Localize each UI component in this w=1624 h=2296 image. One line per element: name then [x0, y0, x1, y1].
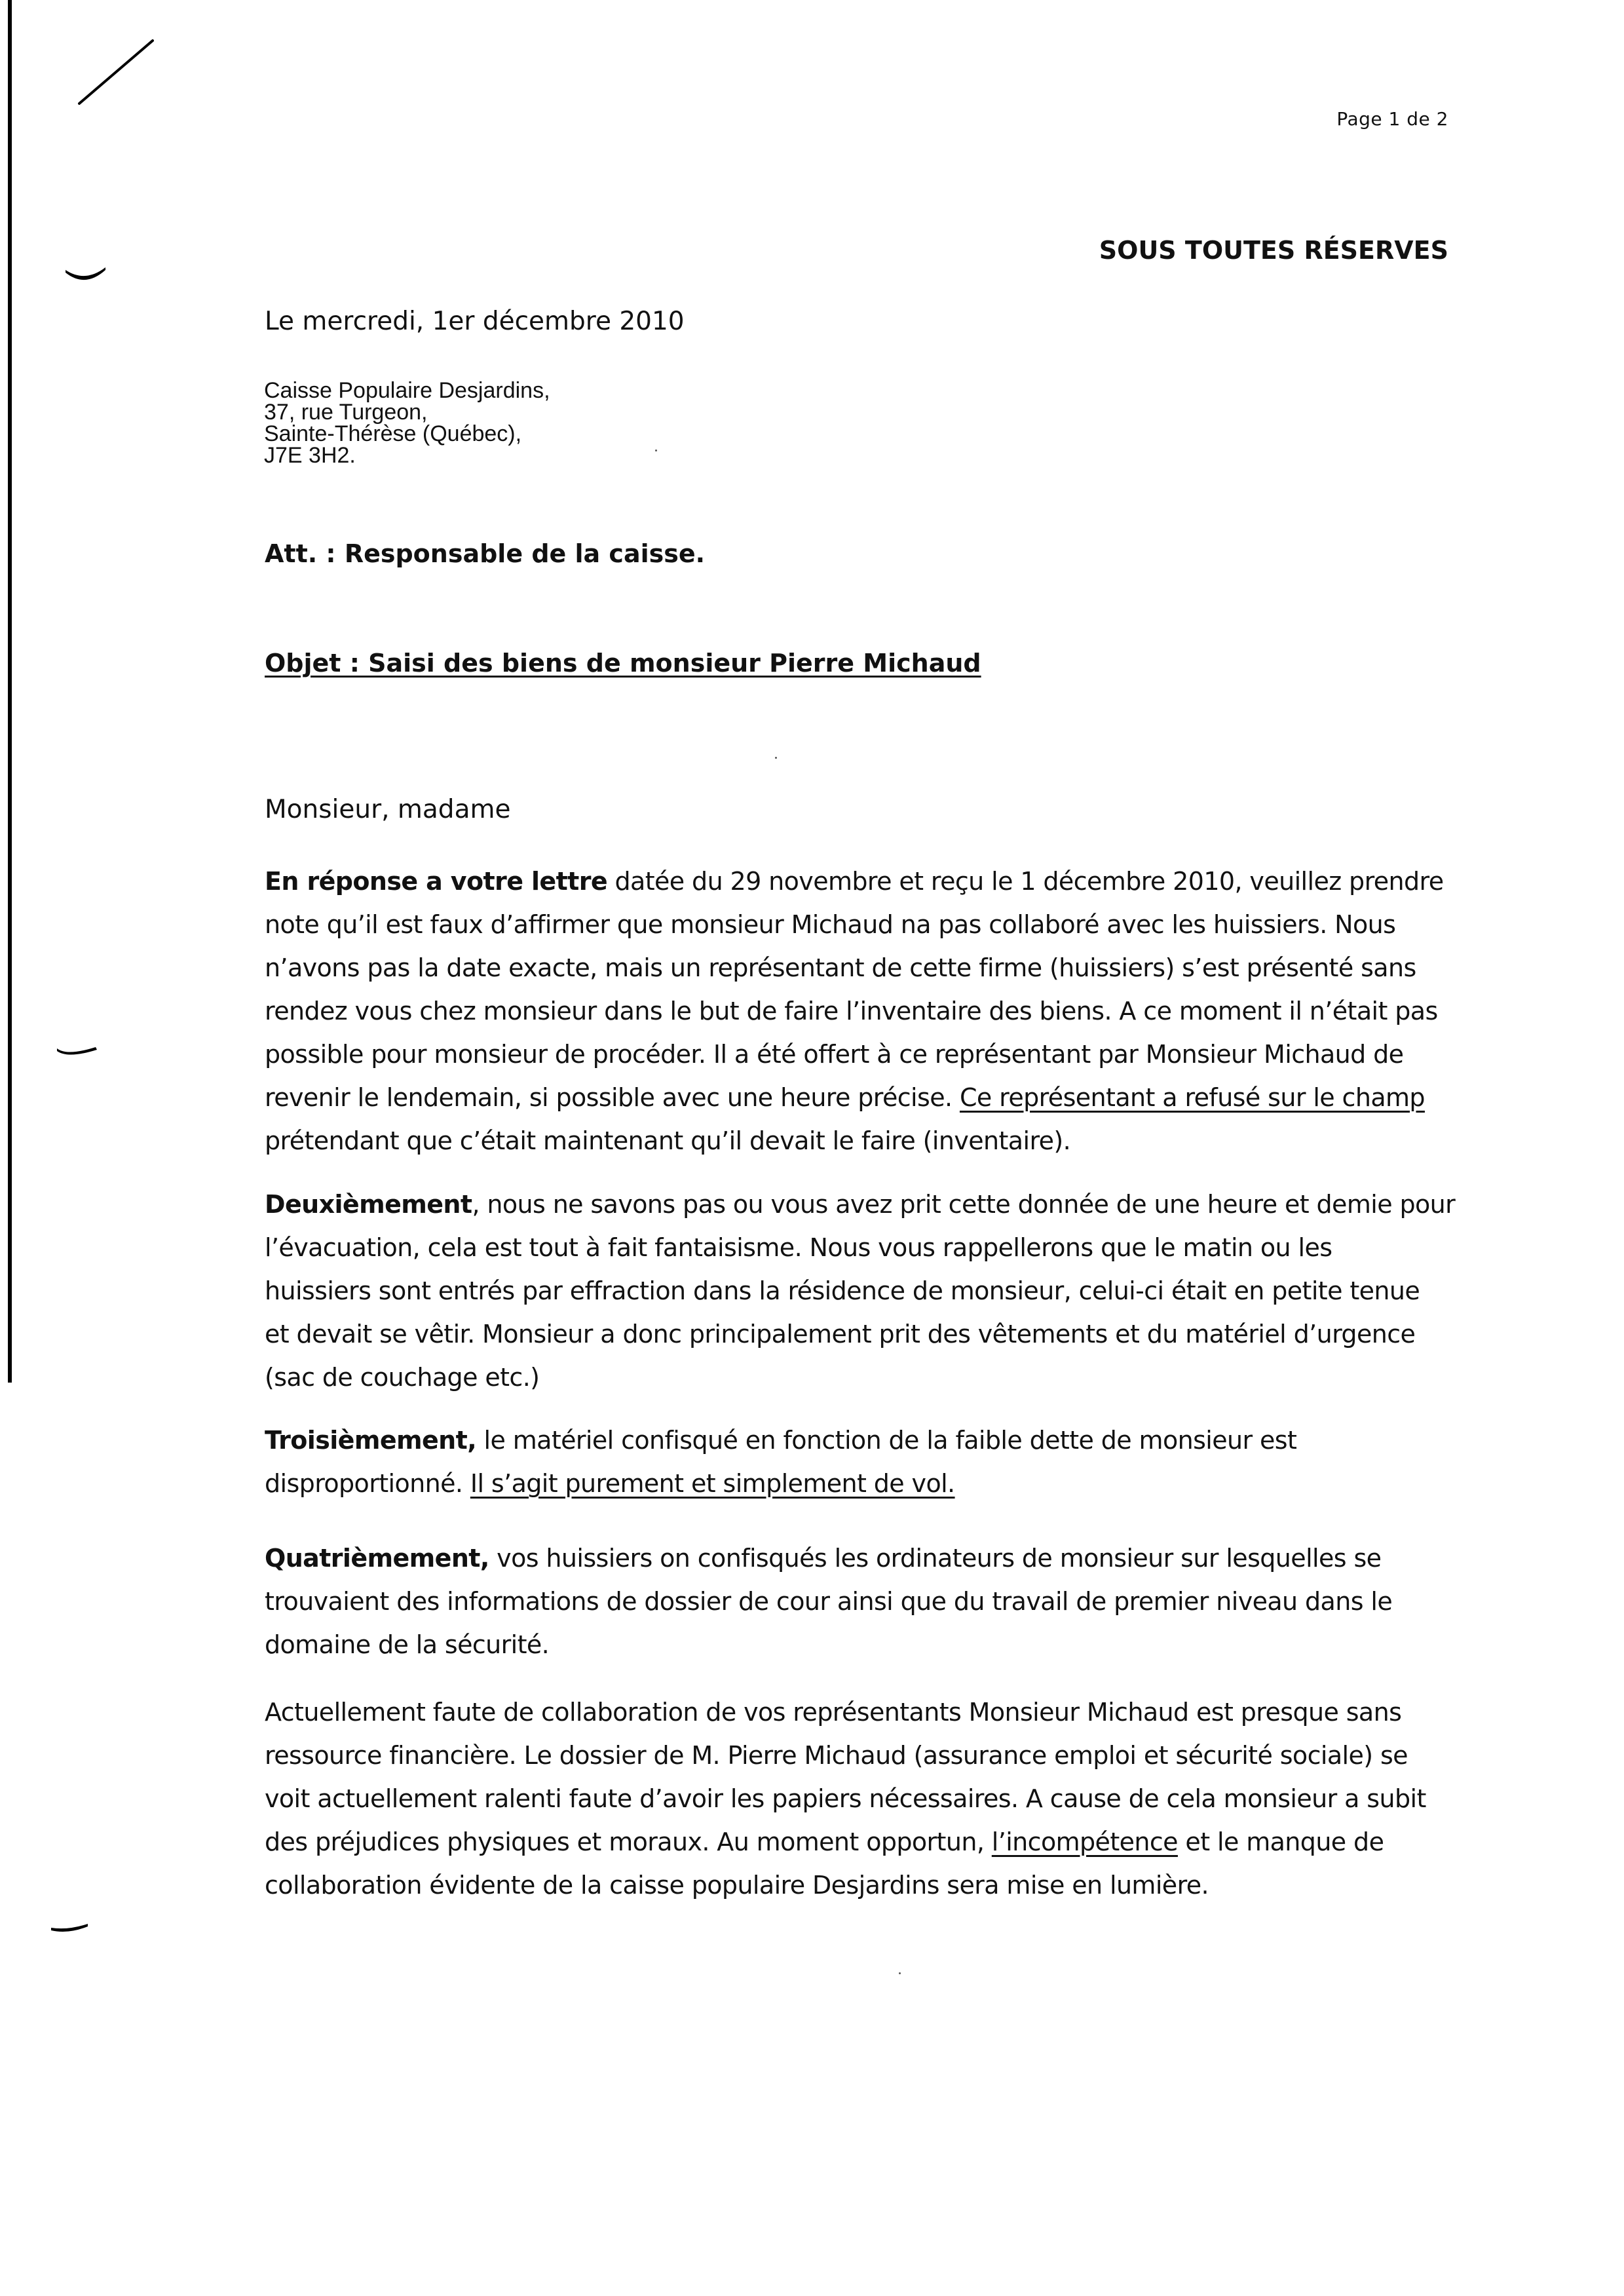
text-line: ressource financière. Le dossier de M. Pierre Michaud (assurance emploi et sécurité sociale) se: [265, 1741, 1408, 1770]
page-indicator: Page 1 de 2: [1336, 108, 1448, 130]
text-line: [265, 860, 1463, 903]
salutation: Monsieur, madame: [265, 795, 511, 824]
bold-lead: Troisièmement,: [265, 1426, 477, 1455]
underlined-statement: Ce représentant a refusé sur le champ: [959, 1083, 1425, 1112]
underlined-statement: Il s’agit purement et simplement de vol.: [470, 1469, 955, 1498]
address-line: Sainte-Thérèse (Québec),: [264, 421, 522, 446]
text-line: n’avons pas la date exacte, mais un représentant de cette firme (huissiers) s’est présenté sans: [265, 953, 1416, 982]
text-span: revenir le lendemain, si possible avec une heure précise.: [265, 1083, 960, 1112]
text-line: collaboration évidente de la caisse populaire Desjardins sera mise en lumière.: [265, 1871, 1209, 1900]
text-span: des préjudices physiques et moraux. Au moment opportun,: [265, 1827, 992, 1856]
text-span: datée du 29 novembre et reçu le 1 décembre 2010, veuillez prendre: [607, 867, 1444, 896]
text-line: l’évacuation, cela est tout à fait fantaisisme. Nous vous rappellerons que le matin ou les: [265, 1233, 1332, 1262]
bold-lead: En réponse a votre lettre: [265, 867, 608, 896]
underlined-statement: l’incompétence: [991, 1827, 1178, 1856]
letter-date: Le mercredi, 1er décembre 2010: [265, 307, 685, 336]
text-span: le matériel confisqué en fonction de la faible dette de monsieur est: [476, 1426, 1297, 1455]
paragraph-deuxiemement: [265, 1183, 1463, 1399]
text-span: , nous ne savons pas ou vous avez prit cette donnée de une heure et demie pour: [472, 1190, 1456, 1219]
reserve-notice: SOUS TOUTES RÉSERVES: [1099, 236, 1448, 265]
paragraph-conclusion: [265, 1691, 1463, 1907]
text-line: [265, 1419, 1463, 1462]
text-line: prétendant que c’était maintenant qu’il devait le faire (inventaire).: [265, 1126, 1071, 1155]
subject-line: Objet : Saisi des biens de monsieur Pierre Michaud: [265, 649, 981, 678]
pen-slash-mark-icon: [75, 38, 154, 107]
bold-lead: Deuxièmement: [265, 1190, 472, 1219]
text-line: note qu’il est faux d’affirmer que monsieur Michaud na pas collaboré avec les huissiers. Nous: [265, 910, 1396, 939]
paragraph-response: [265, 860, 1463, 1162]
text-line: trouvaient des informations de dossier de cour ainsi que du travail de premier niveau dans le: [265, 1587, 1393, 1616]
text-span: vos huissiers on confisqués les ordinateurs de monsieur sur lesquelles se: [489, 1544, 1382, 1573]
text-line: voit actuellement ralenti faute d’avoir les papiers nécessaires. A cause de cela monsieur a subit: [265, 1784, 1426, 1813]
text-line: [265, 1462, 1463, 1505]
text-line: [265, 1537, 1463, 1580]
text-line: rendez vous chez monsieur dans le but de faire l’inventaire des biens. A ce moment il n’était pas: [265, 997, 1438, 1025]
scan-speck: [775, 757, 777, 759]
scan-edge-bar: [8, 0, 12, 1383]
scan-speck: [899, 1972, 901, 1974]
recipient-address: [264, 380, 550, 467]
address-line: J7E 3H2.: [264, 443, 356, 468]
text-line: [265, 1076, 1463, 1119]
address-line: 37, rue Turgeon,: [264, 400, 428, 425]
text-span: et le manque de: [1177, 1827, 1384, 1856]
margin-hole-mark-icon: [62, 262, 111, 288]
text-line: [265, 1183, 1463, 1226]
text-line: possible pour monsieur de procéder. Il a été offert à ce représentant par Monsieur Michaud de: [265, 1040, 1404, 1069]
paragraph-quatriemement: [265, 1537, 1463, 1666]
attention-line: Att. : Responsable de la caisse.: [265, 539, 706, 568]
text-span: disproportionné.: [265, 1469, 470, 1498]
paragraph-troisiemement: [265, 1419, 1463, 1505]
text-line: et devait se vêtir. Monsieur a donc principalement prit des vêtements et du matériel d’urgence: [265, 1320, 1416, 1349]
text-line: (sac de couchage etc.): [265, 1363, 540, 1392]
text-line: huissiers sont entrés par effraction dans la résidence de monsieur, celui-ci était en petite tenue: [265, 1276, 1420, 1305]
text-line: Actuellement faute de collaboration de vos représentants Monsieur Michaud est presque sans: [265, 1698, 1402, 1727]
bold-lead: Quatrièmement,: [265, 1544, 489, 1573]
text-line: [265, 1820, 1463, 1864]
text-line: domaine de la sécurité.: [265, 1630, 550, 1659]
margin-hole-mark-icon: [48, 1921, 94, 1937]
scan-speck: [655, 450, 657, 451]
margin-hole-mark-icon: [54, 1042, 103, 1062]
address-line: Caisse Populaire Desjardins,: [264, 378, 550, 403]
